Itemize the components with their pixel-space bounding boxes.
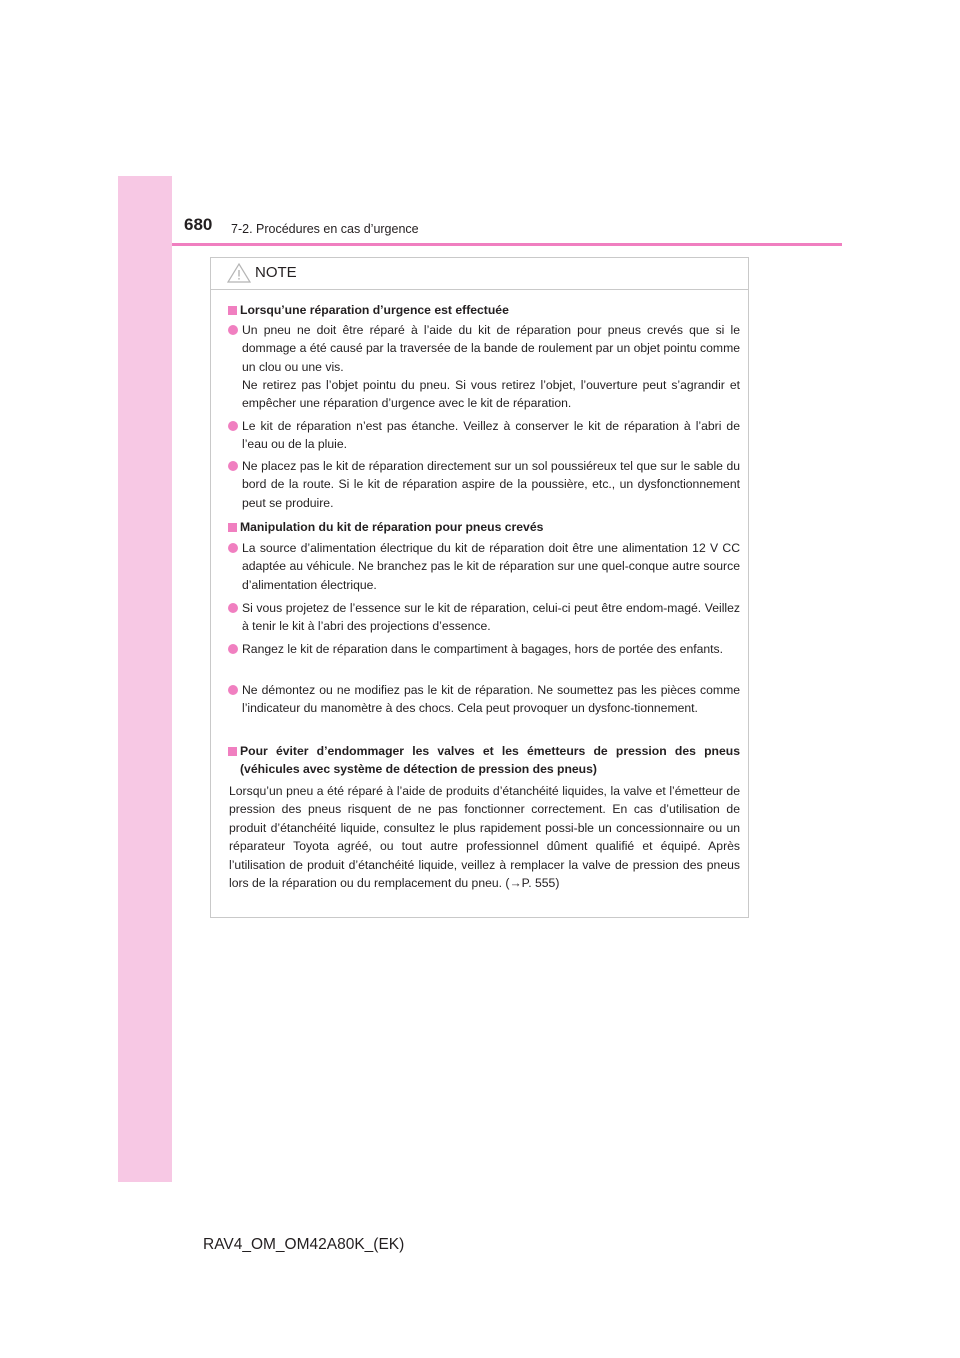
note-header [211, 258, 748, 290]
list-item: Rangez le kit de réparation dans le compartiment à bagages, hors de portée des enfants. [228, 640, 740, 658]
list-item: Si vous projetez de l’essence sur le kit de réparation, celui-ci peut être endom-magé. Veillez à tenir le kit à l’abri des projections d’essence. [228, 599, 740, 636]
round-bullet-icon [228, 644, 238, 654]
warning-triangle-icon [227, 263, 251, 283]
list-item: La source d’alimentation électrique du kit de réparation doit être une alimentation 12 V CC adaptée au véhicule. Ne branchez pas le kit de réparation sur une quel-conque autre source d’alimentation électrique. [228, 539, 740, 594]
round-bullet-icon [228, 461, 238, 471]
list-item: Un pneu ne doit être réparé à l’aide du kit de réparation pour pneus crevés que si le dommage a été causé par la traversée de la bande de roulement par un objet pointu comme un clou ou une vis. [228, 321, 740, 376]
note-box [210, 257, 749, 918]
round-bullet-icon [228, 325, 238, 335]
header-rule [172, 243, 842, 246]
section-heading-emergency-repair: Lorsqu’une réparation d’urgence est effectuée [228, 301, 740, 319]
section-title: 7-2. Procédures en cas d’urgence [231, 222, 419, 236]
note-title: NOTE [255, 264, 297, 281]
list-item: Le kit de réparation n’est pas étanche. Veillez à conserver le kit de réparation à l’abri de l’eau ou de la pluie. [228, 417, 740, 454]
square-bullet-icon [228, 523, 237, 532]
section-paragraph: Lorsqu’un pneu a été réparé à l’aide de produits d’étanchéité liquides, la valve et l’émetteur de pression des pneus risquent de ne pas fonctionner correctement. En cas d’utilisation de produit d’étanchéité liquide, consultez le plus rapidement possi-ble un concessionnaire ou un réparateur Toyota agréé, ou tout autre professionnel dûment qualifié et équipé. Après l’utilisation de produit d’étanchéité liquide, veillez à remplacer la valve de pression des pneus lors de la réparation ou du remplacement du pneu. (→P. 555) [229, 784, 740, 891]
document-code: RAV4_OM_OM42A80K_(EK) [203, 1236, 405, 1253]
square-bullet-icon [228, 747, 237, 756]
round-bullet-icon [228, 543, 238, 553]
list-item-continuation: Ne retirez pas l’objet pointu du pneu. Si vous retirez l’objet, l’ouverture peut s’agrandir et empêcher une réparation d’urgence avec le kit de réparation. [242, 378, 740, 411]
list-item: Ne placez pas le kit de réparation directement sur un sol poussiéreux tel que sur le sable du bord de la route. Si le kit de réparation aspire de la poussière, etc., un dysfonctionnement peut se produire. [228, 457, 740, 512]
list-item: Ne démontez ou ne modifiez pas le kit de réparation. Ne soumettez pas les pièces comme l’indicateur du manomètre à des chocs. Cela peut provoquer un dysfonc-tionnement. [228, 681, 740, 718]
round-bullet-icon [228, 603, 238, 613]
side-color-band [118, 176, 172, 1182]
square-bullet-icon [228, 306, 237, 315]
round-bullet-icon [228, 421, 238, 431]
section-heading-kit-handling: Manipulation du kit de réparation pour pneus crevés [228, 518, 740, 536]
round-bullet-icon [228, 685, 238, 695]
section-heading-valve-protection: Pour éviter d’endommager les valves et les émetteurs de pression des pneus (véhicules avec système de détection de pression des pneus) [228, 742, 740, 779]
page-number: 680 [184, 215, 213, 234]
